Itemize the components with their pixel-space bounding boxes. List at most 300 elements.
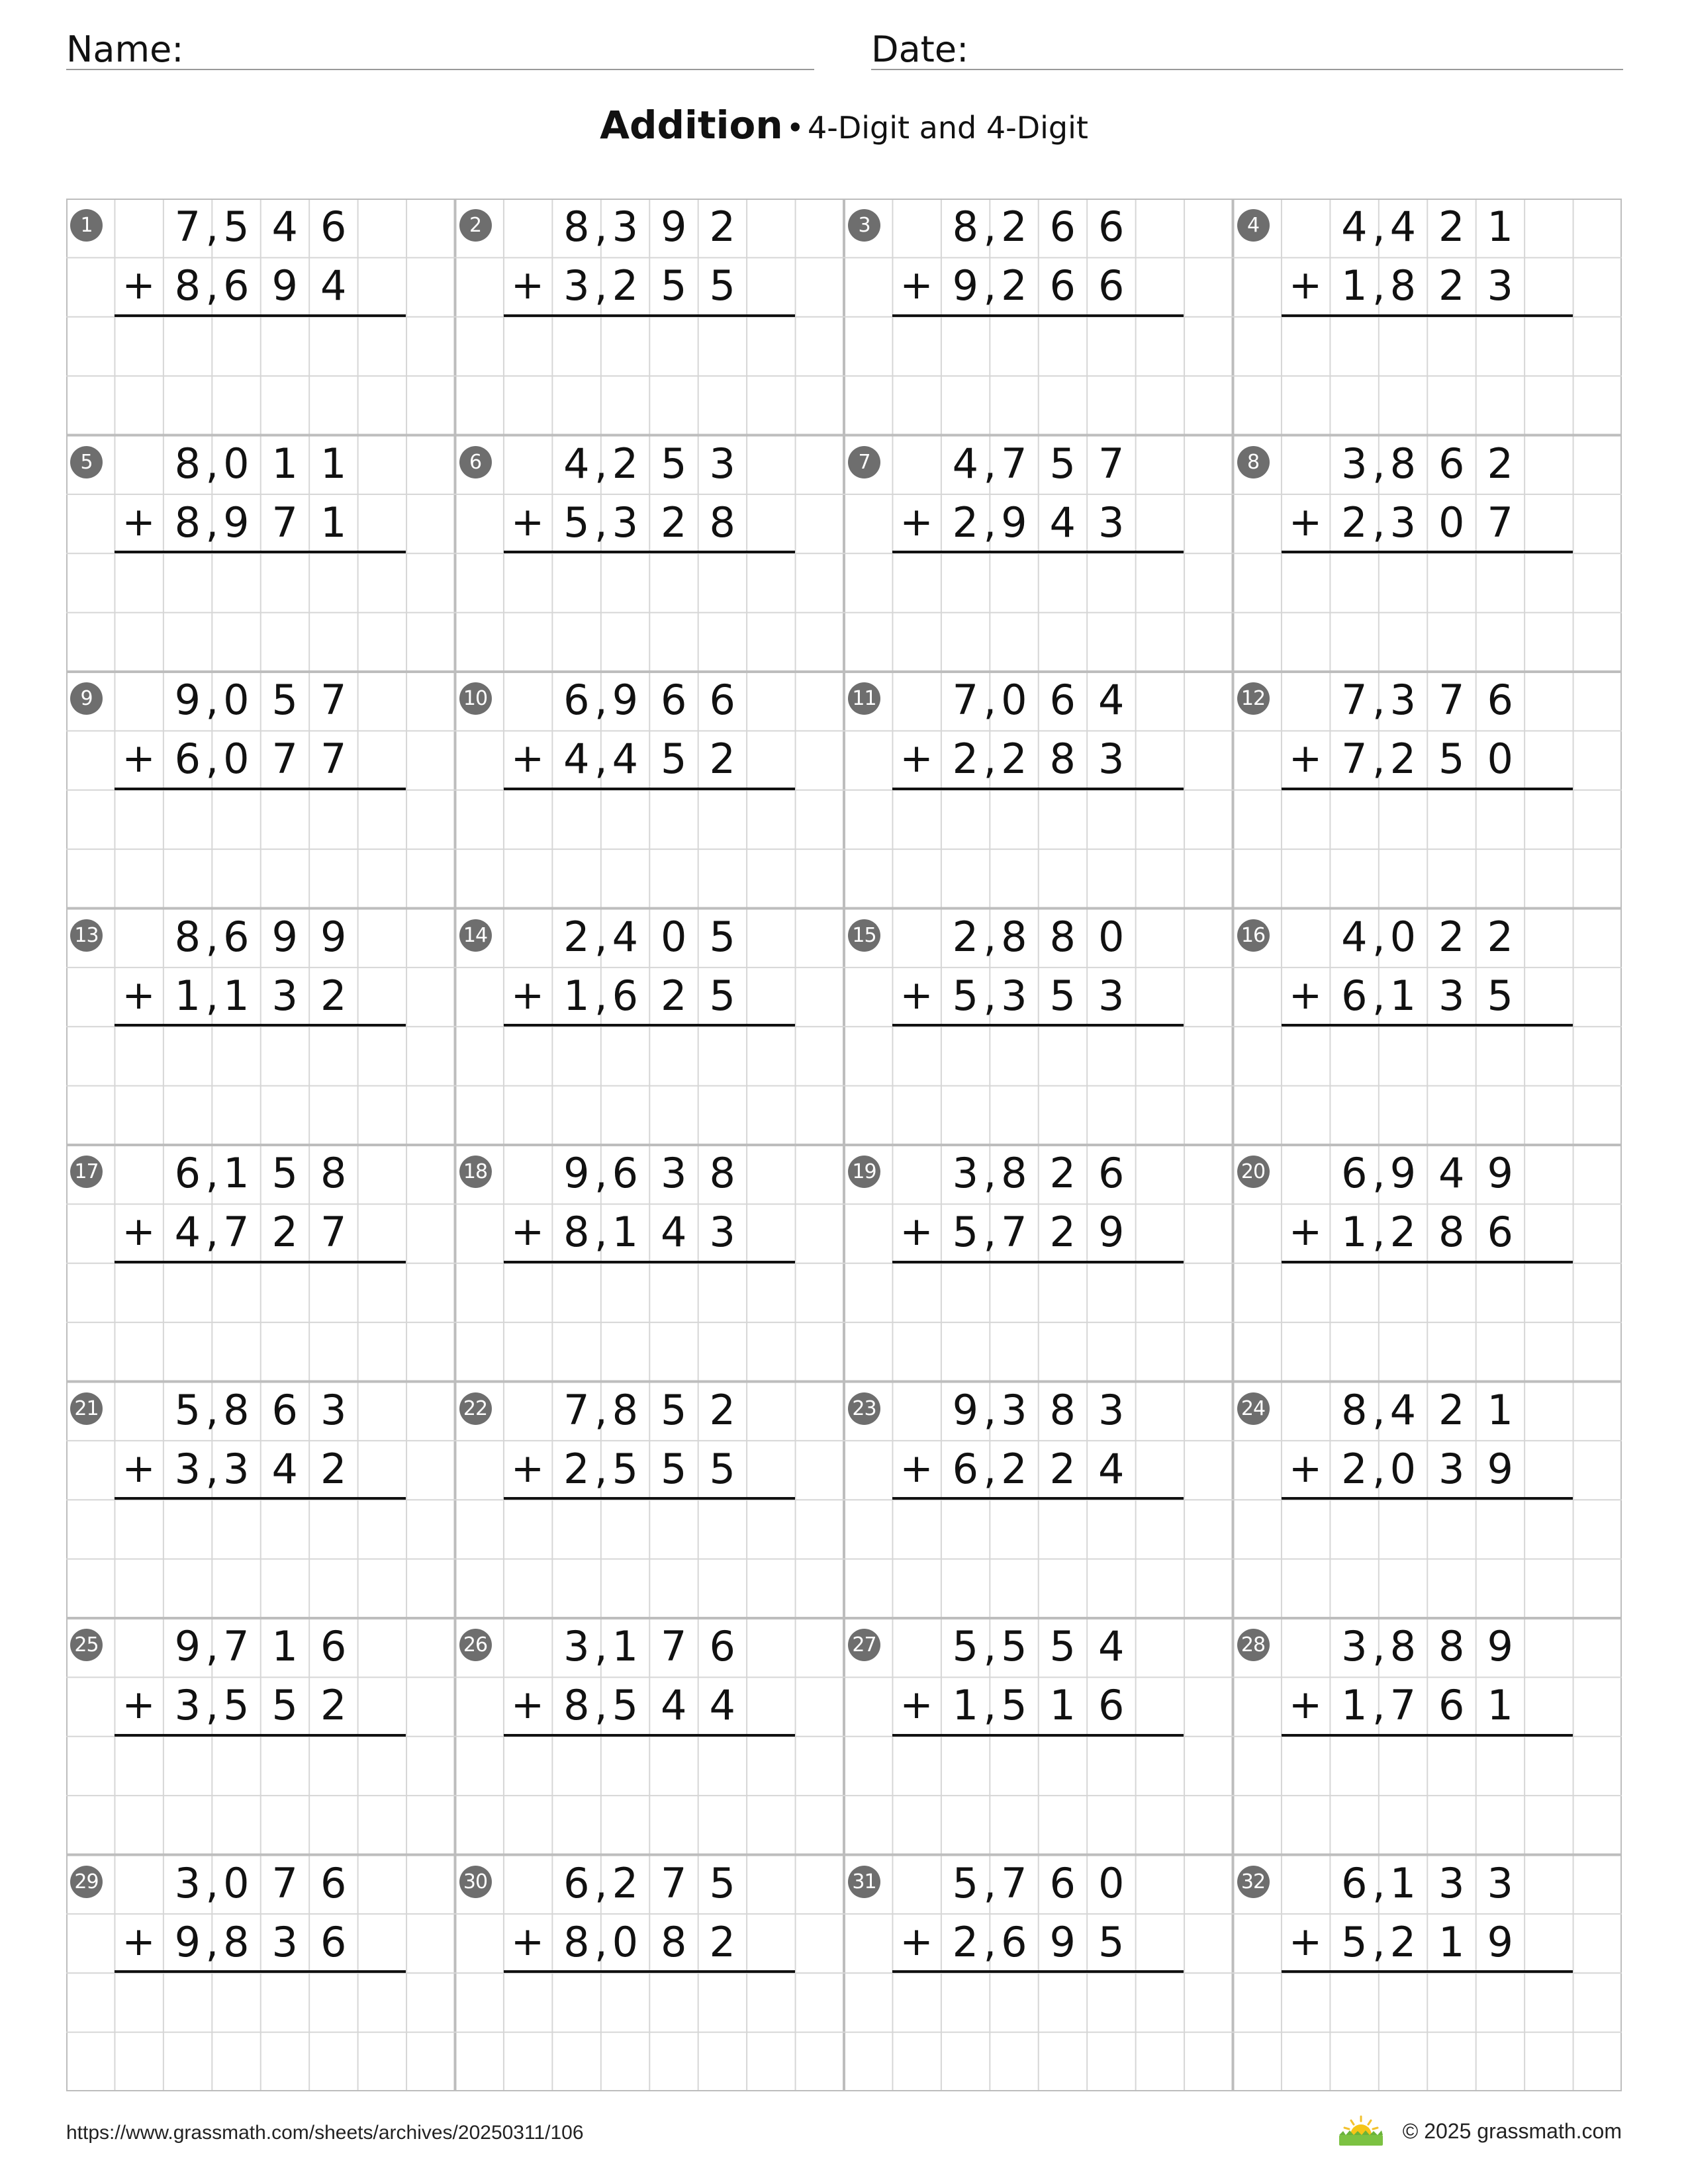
bottom-addend-digit: 2	[320, 1681, 347, 1730]
bottom-addend-digit: 2	[1049, 1444, 1076, 1493]
top-addend-digit: 8	[1049, 1385, 1076, 1434]
sum-line	[1282, 314, 1573, 317]
top-addend-digit: 5	[1049, 1622, 1076, 1670]
top-addend-digit: 6	[1049, 676, 1076, 724]
bottom-addend-digit: 9	[1487, 1444, 1513, 1493]
thousands-comma: ,	[1372, 735, 1385, 784]
top-addend-digit: 6	[612, 1149, 639, 1197]
top-addend-digit: 0	[223, 439, 250, 488]
bottom-addend-digit: 5	[612, 1444, 639, 1493]
top-addend-digit: 2	[709, 1385, 735, 1434]
thousands-comma: ,	[205, 971, 219, 1020]
sum-line	[892, 1261, 1184, 1263]
top-addend-digit: 1	[271, 1622, 298, 1670]
top-addend-digit: 4	[1098, 1622, 1125, 1670]
top-addend-digit: 6	[709, 676, 735, 724]
plus-sign: +	[122, 498, 156, 545]
thousands-comma: ,	[205, 498, 219, 547]
bottom-addend-digit: 4	[661, 1681, 687, 1730]
bottom-addend-digit: 2	[1438, 261, 1465, 310]
plus-sign: +	[510, 498, 545, 545]
plus-sign: +	[1288, 1918, 1323, 1965]
bottom-addend-digit: 2	[1049, 1208, 1076, 1257]
bottom-addend-digit: 5	[563, 498, 590, 547]
thousands-comma: ,	[594, 1681, 608, 1730]
problem-number-badge: 31	[848, 1866, 880, 1898]
bottom-addend-digit: 5	[952, 971, 979, 1020]
top-addend-digit: 0	[1098, 1858, 1125, 1907]
addition-problem	[1233, 1855, 1622, 2091]
plus-sign: +	[122, 1682, 156, 1729]
thousands-comma: ,	[983, 1917, 997, 1966]
problem-number-badge: 10	[459, 682, 492, 715]
bottom-addend-digit: 6	[1098, 261, 1125, 310]
bottom-addend-digit: 5	[1049, 971, 1076, 1020]
addition-problem	[455, 909, 845, 1145]
thousands-comma: ,	[1372, 1149, 1385, 1197]
top-addend-digit: 8	[1389, 1622, 1417, 1670]
plus-sign: +	[900, 1918, 933, 1965]
bottom-addend-digit: 8	[563, 1208, 590, 1257]
addition-problem	[66, 1145, 455, 1381]
addition-problem	[66, 1618, 455, 1854]
sum-line	[115, 1024, 406, 1026]
bottom-addend-digit: 1	[223, 971, 250, 1020]
bottom-addend-digit: 1	[174, 971, 201, 1020]
sum-line	[115, 1970, 406, 1973]
problem-number-badge: 30	[459, 1866, 492, 1898]
bottom-addend-digit: 5	[661, 1444, 687, 1493]
addition-problem	[1233, 909, 1622, 1145]
bottom-addend-digit: 8	[709, 498, 735, 547]
thousands-comma: ,	[205, 261, 219, 310]
top-addend-digit: 7	[1341, 676, 1368, 724]
bottom-addend-digit: 1	[1389, 971, 1417, 1020]
bottom-addend-digit: 7	[1389, 1681, 1417, 1730]
top-addend-digit: 5	[1001, 1622, 1027, 1670]
top-addend-digit: 4	[612, 912, 639, 961]
top-addend-digit: 7	[563, 1385, 590, 1434]
addition-problem	[844, 1855, 1233, 2091]
top-addend-digit: 5	[661, 439, 687, 488]
top-addend-digit: 8	[952, 203, 979, 251]
top-addend-digit: 0	[1389, 912, 1417, 961]
sum-line	[504, 551, 795, 553]
plus-sign: +	[1288, 1445, 1323, 1492]
plus-sign: +	[122, 735, 156, 782]
thousands-comma: ,	[983, 1444, 997, 1493]
problem-number-badge: 22	[459, 1392, 492, 1425]
thousands-comma: ,	[983, 1858, 997, 1907]
thousands-comma: ,	[205, 1385, 219, 1434]
sum-line	[1282, 551, 1573, 553]
addition-problem	[66, 909, 455, 1145]
bottom-addend-digit: 4	[661, 1208, 687, 1257]
top-addend-digit: 7	[1001, 1858, 1027, 1907]
bottom-addend-digit: 0	[1438, 498, 1465, 547]
bottom-addend-digit: 4	[1049, 498, 1076, 547]
bottom-addend-digit: 1	[1341, 261, 1368, 310]
top-addend-digit: 3	[320, 1385, 347, 1434]
top-addend-digit: 3	[1487, 1858, 1513, 1907]
plus-sign: +	[510, 1208, 545, 1255]
top-addend-digit: 6	[271, 1385, 298, 1434]
top-addend-digit: 8	[709, 1149, 735, 1197]
top-addend-digit: 7	[1438, 676, 1465, 724]
bottom-addend-digit: 2	[1001, 735, 1027, 784]
bottom-addend-digit: 3	[1098, 735, 1125, 784]
sum-line	[1282, 1734, 1573, 1737]
plus-sign: +	[900, 498, 933, 545]
date-field[interactable]	[871, 21, 1623, 70]
bottom-addend-digit: 7	[223, 1208, 250, 1257]
bottom-addend-digit: 7	[1001, 1208, 1027, 1257]
top-addend-digit: 2	[1487, 439, 1513, 488]
addition-problem	[455, 1618, 845, 1854]
sum-line	[115, 788, 406, 790]
plus-sign: +	[900, 735, 933, 782]
plus-sign: +	[122, 972, 156, 1019]
problem-number-badge: 24	[1237, 1392, 1270, 1425]
bottom-addend-digit: 3	[1438, 971, 1465, 1020]
thousands-comma: ,	[1372, 912, 1385, 961]
plus-sign: +	[122, 1445, 156, 1492]
problem-number-badge: 32	[1237, 1866, 1270, 1898]
bottom-addend-digit: 8	[223, 1917, 250, 1966]
top-addend-digit: 1	[223, 1149, 250, 1197]
thousands-comma: ,	[205, 676, 219, 724]
bottom-addend-digit: 6	[1438, 1681, 1465, 1730]
bottom-addend-digit: 2	[320, 971, 347, 1020]
top-addend-digit: 7	[223, 1622, 250, 1670]
bottom-addend-digit: 7	[271, 735, 298, 784]
top-addend-digit: 7	[320, 676, 347, 724]
thousands-comma: ,	[594, 735, 608, 784]
bottom-addend-digit: 3	[271, 971, 298, 1020]
problem-number-badge: 19	[848, 1156, 880, 1188]
top-addend-digit: 6	[661, 676, 687, 724]
top-addend-digit: 1	[1487, 1385, 1513, 1434]
addition-problem	[66, 1382, 455, 1618]
top-addend-digit: 2	[612, 1858, 639, 1907]
problem-number-badge: 20	[1237, 1156, 1270, 1188]
thousands-comma: ,	[1372, 1208, 1385, 1257]
thousands-comma: ,	[983, 439, 997, 488]
bottom-addend-digit: 4	[320, 261, 347, 310]
top-addend-digit: 5	[1049, 439, 1076, 488]
top-addend-digit: 3	[1389, 676, 1417, 724]
top-addend-digit: 5	[271, 1149, 298, 1197]
thousands-comma: ,	[1372, 439, 1385, 488]
sum-line	[1282, 1497, 1573, 1500]
problem-number-badge: 7	[848, 446, 880, 478]
bottom-addend-digit: 6	[1487, 1208, 1513, 1257]
plus-sign: +	[1288, 1208, 1323, 1255]
bottom-addend-digit: 7	[1487, 498, 1513, 547]
top-addend-digit: 6	[1098, 1149, 1125, 1197]
top-addend-digit: 6	[174, 1149, 201, 1197]
top-addend-digit: 1	[1389, 1858, 1417, 1907]
bottom-addend-digit: 6	[320, 1917, 347, 1966]
thousands-comma: ,	[1372, 971, 1385, 1020]
plus-sign: +	[122, 262, 156, 309]
plus-sign: +	[122, 1918, 156, 1965]
thousands-comma: ,	[983, 912, 997, 961]
sum-line	[115, 1497, 406, 1500]
top-addend-digit: 6	[320, 203, 347, 251]
top-addend-digit: 4	[1341, 912, 1368, 961]
plus-sign: +	[510, 262, 545, 309]
plus-sign: +	[900, 1208, 933, 1255]
problem-number-badge: 3	[848, 209, 880, 242]
addition-problem	[455, 435, 845, 672]
sum-line	[892, 1734, 1184, 1737]
top-addend-digit: 7	[952, 676, 979, 724]
addition-problem	[844, 435, 1233, 672]
bottom-addend-digit: 4	[563, 735, 590, 784]
plus-sign: +	[1288, 1682, 1323, 1729]
problem-number-badge: 25	[70, 1629, 103, 1661]
top-addend-digit: 1	[320, 439, 347, 488]
top-addend-digit: 8	[174, 912, 201, 961]
bottom-addend-digit: 5	[709, 1444, 735, 1493]
top-addend-digit: 8	[223, 1385, 250, 1434]
name-field[interactable]	[66, 21, 814, 70]
problem-grid	[66, 199, 1622, 2091]
bottom-addend-digit: 5	[661, 261, 687, 310]
bottom-addend-digit: 3	[271, 1917, 298, 1966]
top-addend-digit: 4	[1438, 1149, 1465, 1197]
bottom-addend-digit: 5	[1001, 1681, 1027, 1730]
thousands-comma: ,	[205, 1858, 219, 1907]
top-addend-digit: 6	[1341, 1149, 1368, 1197]
addition-problem	[1233, 435, 1622, 672]
bottom-addend-digit: 7	[320, 1208, 347, 1257]
top-addend-digit: 8	[1438, 1622, 1465, 1670]
thousands-comma: ,	[1372, 498, 1385, 547]
addition-problem	[1233, 1618, 1622, 1854]
bottom-addend-digit: 9	[174, 1917, 201, 1966]
thousands-comma: ,	[205, 1149, 219, 1197]
sum-line	[1282, 1970, 1573, 1973]
bottom-addend-digit: 2	[952, 735, 979, 784]
sum-line	[504, 1497, 795, 1500]
thousands-comma: ,	[205, 735, 219, 784]
addition-problem	[844, 909, 1233, 1145]
top-addend-digit: 5	[709, 912, 735, 961]
top-addend-digit: 6	[223, 912, 250, 961]
bottom-addend-digit: 4	[1098, 1444, 1125, 1493]
bottom-addend-digit: 9	[1487, 1917, 1513, 1966]
sum-line	[1282, 788, 1573, 790]
top-addend-digit: 2	[1487, 912, 1513, 961]
sum-line	[115, 1734, 406, 1737]
bottom-addend-digit: 8	[1438, 1208, 1465, 1257]
top-addend-digit: 9	[1389, 1149, 1417, 1197]
plus-sign: +	[510, 1918, 545, 1965]
problem-number-badge: 2	[459, 209, 492, 242]
footer-brand	[1338, 2115, 1622, 2147]
bottom-addend-digit: 9	[1098, 1208, 1125, 1257]
thousands-comma: ,	[1372, 203, 1385, 251]
sum-line	[892, 551, 1184, 553]
sum-line	[504, 788, 795, 790]
top-addend-digit: 0	[661, 912, 687, 961]
addition-problem	[1233, 1382, 1622, 1618]
bottom-addend-digit: 1	[1341, 1208, 1368, 1257]
top-addend-digit: 4	[952, 439, 979, 488]
bottom-addend-digit: 5	[612, 1681, 639, 1730]
top-addend-digit: 0	[1098, 912, 1125, 961]
thousands-comma: ,	[1372, 1385, 1385, 1434]
thousands-comma: ,	[594, 1149, 608, 1197]
bottom-addend-digit: 8	[661, 1917, 687, 1966]
title-subtitle: 4-Digit and 4-Digit	[807, 110, 1088, 146]
thousands-comma: ,	[594, 971, 608, 1020]
problem-number-badge: 5	[70, 446, 103, 478]
top-addend-digit: 6	[563, 1858, 590, 1907]
plus-sign: +	[510, 1445, 545, 1492]
bottom-addend-digit: 9	[1049, 1917, 1076, 1966]
top-addend-digit: 5	[709, 1858, 735, 1907]
bottom-addend-digit: 6	[1001, 1917, 1027, 1966]
thousands-comma: ,	[594, 1917, 608, 1966]
top-addend-digit: 8	[1389, 439, 1417, 488]
problem-number-badge: 17	[70, 1156, 103, 1188]
top-addend-digit: 2	[1049, 1149, 1076, 1197]
bottom-addend-digit: 7	[1341, 735, 1368, 784]
bottom-addend-digit: 2	[612, 261, 639, 310]
plus-sign: +	[1288, 498, 1323, 545]
bottom-addend-digit: 5	[952, 1208, 979, 1257]
bottom-addend-digit: 1	[563, 971, 590, 1020]
thousands-comma: ,	[1372, 1622, 1385, 1670]
top-addend-digit: 4	[1098, 676, 1125, 724]
bottom-addend-digit: 2	[1001, 1444, 1027, 1493]
top-addend-digit: 9	[952, 1385, 979, 1434]
thousands-comma: ,	[594, 912, 608, 961]
thousands-comma: ,	[205, 1681, 219, 1730]
top-addend-digit: 2	[1001, 203, 1027, 251]
thousands-comma: ,	[1372, 1858, 1385, 1907]
plus-sign: +	[1288, 735, 1323, 782]
bottom-addend-digit: 5	[661, 735, 687, 784]
plus-sign: +	[900, 1445, 933, 1492]
plus-sign: +	[900, 972, 933, 1019]
top-addend-digit: 2	[612, 439, 639, 488]
top-addend-digit: 2	[952, 912, 979, 961]
sum-line	[115, 1261, 406, 1263]
top-addend-digit: 7	[1098, 439, 1125, 488]
addition-problem	[66, 199, 455, 435]
top-addend-digit: 9	[612, 676, 639, 724]
bottom-addend-digit: 9	[1001, 498, 1027, 547]
thousands-comma: ,	[205, 912, 219, 961]
sum-line	[892, 1970, 1184, 1973]
addition-problem	[66, 672, 455, 908]
top-addend-digit: 3	[661, 1149, 687, 1197]
top-addend-digit: 7	[174, 203, 201, 251]
bottom-addend-digit: 3	[563, 261, 590, 310]
top-addend-digit: 8	[1001, 1149, 1027, 1197]
problem-number-badge: 8	[1237, 446, 1270, 478]
thousands-comma: ,	[983, 676, 997, 724]
addition-problem	[66, 435, 455, 672]
plus-sign: +	[510, 735, 545, 782]
addition-problem	[844, 1382, 1233, 1618]
top-addend-digit: 0	[1001, 676, 1027, 724]
problem-number-badge: 29	[70, 1866, 103, 1898]
top-addend-digit: 6	[1049, 1858, 1076, 1907]
bottom-addend-digit: 1	[1487, 1681, 1513, 1730]
addition-problem	[1233, 1145, 1622, 1381]
bottom-addend-digit: 0	[1487, 735, 1513, 784]
plus-sign: +	[900, 1682, 933, 1729]
bottom-addend-digit: 2	[563, 1444, 590, 1493]
bottom-addend-digit: 3	[1389, 498, 1417, 547]
top-addend-digit: 6	[1438, 439, 1465, 488]
sum-line	[892, 1024, 1184, 1026]
bottom-addend-digit: 5	[709, 261, 735, 310]
top-addend-digit: 8	[1341, 1385, 1368, 1434]
bottom-addend-digit: 3	[1438, 1444, 1465, 1493]
sum-line	[504, 314, 795, 317]
bottom-addend-digit: 0	[223, 735, 250, 784]
addition-problem	[1233, 199, 1622, 435]
problem-number-badge: 6	[459, 446, 492, 478]
top-addend-digit: 5	[223, 203, 250, 251]
thousands-comma: ,	[594, 1208, 608, 1257]
addition-problem	[66, 1855, 455, 2091]
bottom-addend-digit: 6	[223, 261, 250, 310]
sum-line	[1282, 1261, 1573, 1263]
addition-problem	[455, 672, 845, 908]
bottom-addend-digit: 5	[271, 1681, 298, 1730]
thousands-comma: ,	[205, 1917, 219, 1966]
bottom-addend-digit: 1	[1438, 1917, 1465, 1966]
top-addend-digit: 2	[709, 203, 735, 251]
top-addend-digit: 7	[271, 1858, 298, 1907]
thousands-comma: ,	[1372, 1444, 1385, 1493]
addition-problem	[844, 199, 1233, 435]
top-addend-digit: 6	[1341, 1858, 1368, 1907]
top-addend-digit: 3	[709, 439, 735, 488]
problem-number-badge: 16	[1237, 919, 1270, 952]
addition-problem	[844, 1145, 1233, 1381]
top-addend-digit: 9	[1487, 1622, 1513, 1670]
sum-line	[115, 314, 406, 317]
addition-problem	[844, 672, 1233, 908]
problem-number-badge: 14	[459, 919, 492, 952]
thousands-comma: ,	[1372, 1917, 1385, 1966]
bottom-addend-digit: 8	[563, 1681, 590, 1730]
problem-number-badge: 27	[848, 1629, 880, 1661]
thousands-comma: ,	[594, 261, 608, 310]
bottom-addend-digit: 2	[1341, 498, 1368, 547]
bottom-addend-digit: 9	[223, 498, 250, 547]
thousands-comma: ,	[594, 439, 608, 488]
top-addend-digit: 4	[1389, 1385, 1417, 1434]
thousands-comma: ,	[205, 439, 219, 488]
thousands-comma: ,	[594, 498, 608, 547]
bottom-addend-digit: 5	[709, 971, 735, 1020]
top-addend-digit: 5	[952, 1858, 979, 1907]
problem-number-badge: 18	[459, 1156, 492, 1188]
bottom-addend-digit: 3	[612, 498, 639, 547]
thousands-comma: ,	[983, 498, 997, 547]
problem-number-badge: 11	[848, 682, 880, 715]
bottom-addend-digit: 2	[1001, 261, 1027, 310]
